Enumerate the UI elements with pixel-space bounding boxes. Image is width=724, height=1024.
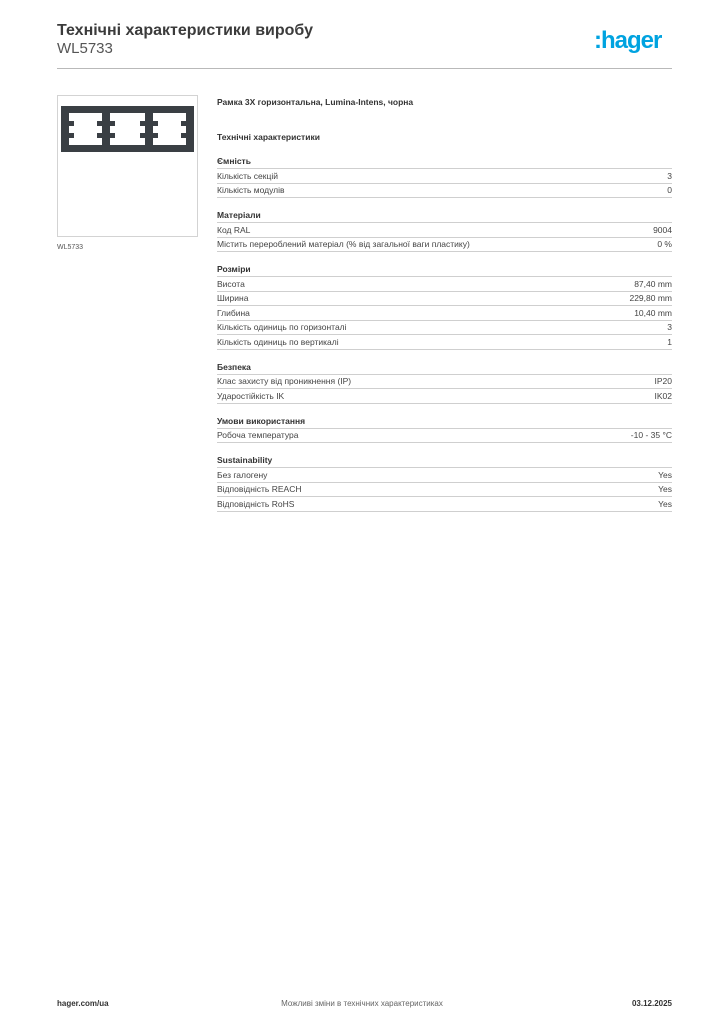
spec-section-usage [217, 415, 672, 444]
spec-value: Yes [658, 484, 672, 495]
spec-label: Робоча температура [217, 430, 299, 441]
spec-value: 10,40 mm [634, 307, 672, 318]
spec-row [217, 169, 672, 184]
spec-value: 9004 [653, 224, 672, 235]
spec-section-sustainability [217, 454, 672, 512]
spec-row [217, 277, 672, 292]
spec-value: 229,80 mm [629, 293, 672, 304]
section-title: Матеріали [217, 209, 672, 223]
spec-label: Кількість одиниць по вертикалі [217, 336, 339, 347]
section-title: Sustainability [217, 454, 672, 468]
spec-row [217, 497, 672, 512]
document-title: Технічні характеристики виробу [57, 22, 313, 39]
spec-row [217, 292, 672, 307]
product-name: Рамка 3X горизонтальна, Lumina-Intens, чорна [217, 97, 414, 107]
spec-value: Yes [658, 469, 672, 480]
spec-label: Містить перероблений матеріал (% від загальної ваги пластику) [217, 239, 470, 250]
spec-label: Код RAL [217, 224, 251, 235]
spec-value: 0 % [657, 239, 672, 250]
spec-label: Клас захисту від проникнення (IP) [217, 376, 352, 387]
spec-row [217, 321, 672, 336]
footer-website-link[interactable]: hager.com/ua [57, 999, 109, 1008]
spec-row [217, 389, 672, 404]
spec-row [217, 238, 672, 253]
spec-row [217, 429, 672, 444]
logo-text: :hager [594, 27, 662, 54]
spec-section-safety [217, 361, 672, 404]
spec-label: Ударостійкість IK [217, 390, 285, 401]
product-image [57, 95, 198, 237]
spec-value: 3 [667, 170, 672, 181]
footer-date: 03.12.2025 [631, 999, 672, 1008]
hager-logo[interactable] [594, 27, 661, 57]
specs-heading: Технічні характеристики [217, 132, 320, 142]
header-divider [57, 68, 672, 69]
spec-value: 3 [667, 322, 672, 333]
spec-value: IK02 [654, 390, 672, 401]
spec-label: Відповідність RoHS [217, 498, 295, 509]
spec-label: Відповідність REACH [217, 484, 302, 495]
spec-label: Ширина [217, 293, 249, 304]
image-caption: WL5733 [57, 244, 84, 251]
triple-frame-illustration [58, 96, 197, 236]
spec-label: Кількість секцій [217, 170, 278, 181]
section-title: Розміри [217, 263, 672, 277]
spec-section-dimensions [217, 263, 672, 350]
spec-value: 0 [667, 185, 672, 196]
spec-label: Без галогену [217, 469, 268, 480]
spec-label: Глибина [217, 307, 250, 318]
spec-section-capacity [217, 155, 672, 198]
spec-label: Кількість модулів [217, 185, 285, 196]
specifications-panel [217, 92, 672, 512]
product-code: WL5733 [57, 40, 113, 57]
spec-label: Кількість одиниць по горизонталі [217, 322, 347, 333]
spec-section-materials [217, 209, 672, 252]
spec-row [217, 468, 672, 483]
section-title: Безпека [217, 361, 672, 375]
spec-row [217, 223, 672, 238]
spec-value: IP20 [654, 376, 672, 387]
spec-value: 1 [667, 336, 672, 347]
spec-value: -10 - 35 °C [630, 430, 672, 441]
spec-value: Yes [658, 498, 672, 509]
footer-note: Можливі зміни в технічних характеристиках [281, 999, 443, 1008]
spec-row [217, 375, 672, 390]
spec-row [217, 483, 672, 498]
spec-value: 87,40 mm [634, 278, 672, 289]
spec-row [217, 306, 672, 321]
section-title: Ємність [217, 155, 672, 169]
spec-row [217, 335, 672, 350]
spec-row [217, 184, 672, 199]
section-title: Умови використання [217, 415, 672, 429]
spec-label: Висота [217, 278, 245, 289]
